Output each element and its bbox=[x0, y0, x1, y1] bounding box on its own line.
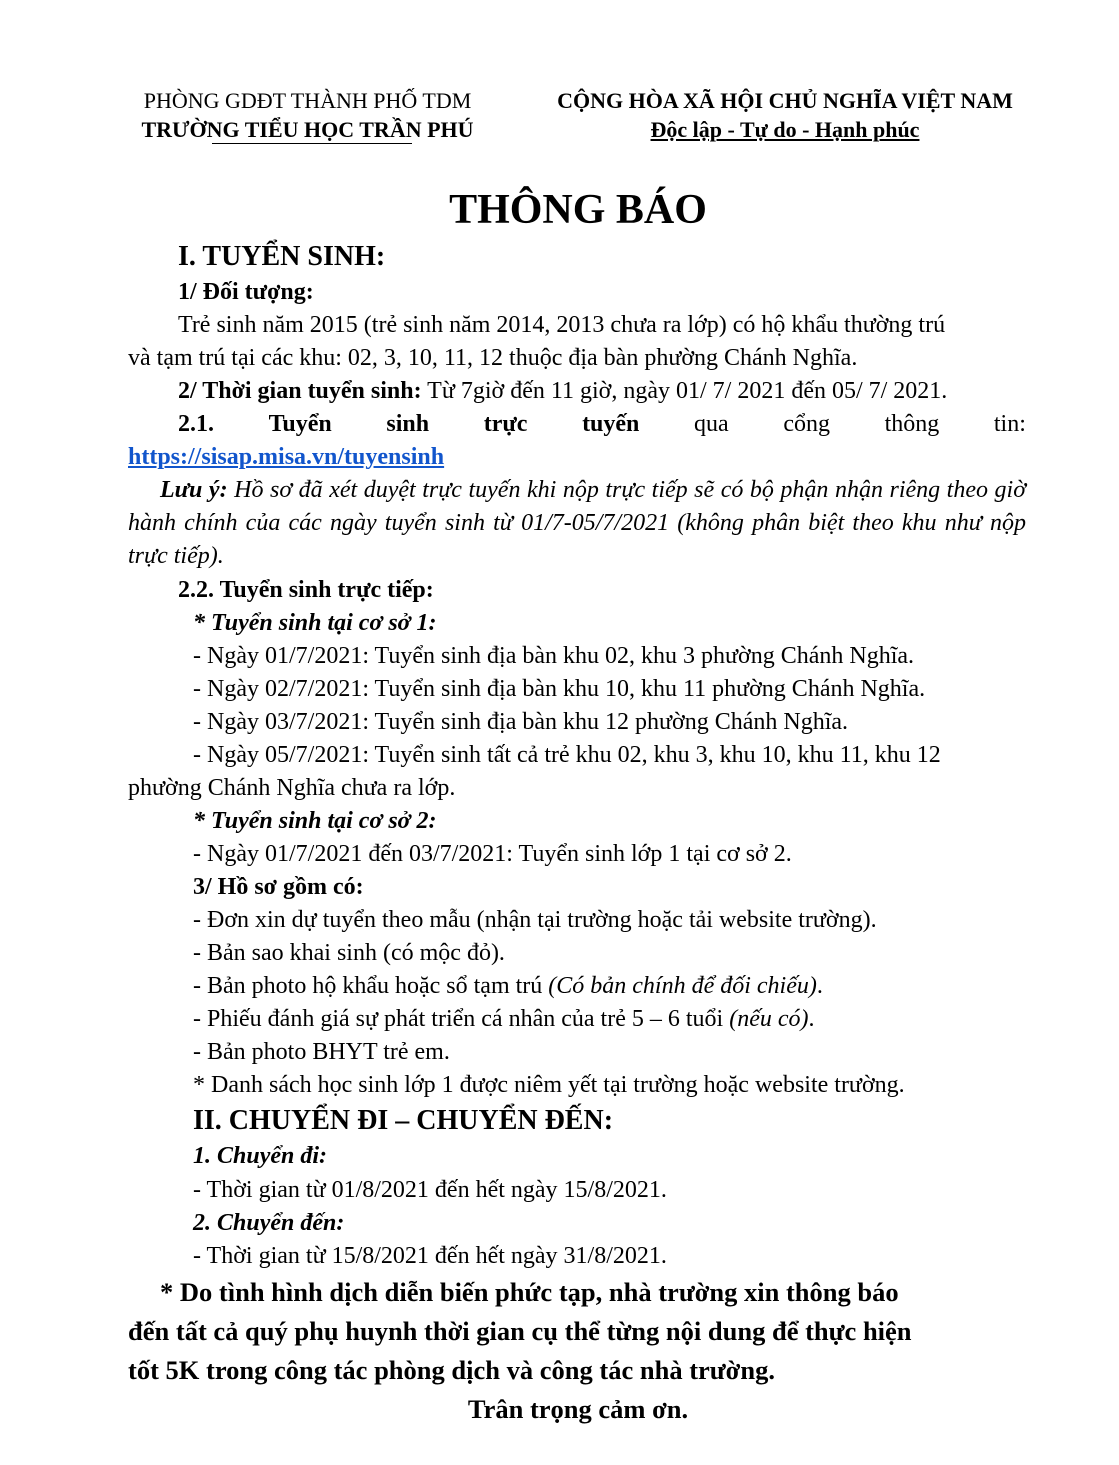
chuyen-den-item: - Thời gian từ 15/8/2021 đến hết ngày 31/8/2021. bbox=[193, 1243, 667, 1269]
online-w9: tin: bbox=[993, 411, 1026, 437]
chuyen-di-heading: 1. Chuyển đi: bbox=[193, 1143, 328, 1169]
department-name: PHÒNG GDĐT THÀNH PHỐ TDM bbox=[143, 88, 472, 113]
direct-heading: 2.2. Tuyển sinh trực tiếp: bbox=[178, 577, 434, 603]
online-link-line bbox=[128, 441, 444, 474]
school-name: TRƯỜNG TIỂU HỌC TRẦN PHÚ bbox=[141, 117, 474, 142]
online-line bbox=[178, 408, 1026, 441]
online-note-label: Lưu ý: bbox=[160, 477, 228, 503]
hoso-item4-end: . bbox=[808, 1006, 815, 1032]
chuyen-den-heading: 2. Chuyển đến: bbox=[193, 1210, 345, 1236]
online-w7: cổng bbox=[783, 411, 830, 437]
closing-line3: tốt 5K trong công tác phòng dịch và công tác nhà trường. bbox=[128, 1355, 775, 1385]
online-w5: tuyến bbox=[582, 411, 640, 437]
closing-thanks: Trân trọng cảm ơn. bbox=[467, 1394, 689, 1424]
registration-link[interactable]: https://sisap.misa.vn/tuyensinh bbox=[128, 444, 445, 470]
coso2-item: - Ngày 01/7/2021 đến 03/7/2021: Tuyển sinh lớp 1 tại cơ sở 2. bbox=[193, 841, 792, 867]
online-w3: sinh bbox=[386, 411, 430, 437]
thoi-gian-value: Từ 7giờ đến 11 giờ, ngày 01/ 7/ 2021 đến 05/ 7/ 2021. bbox=[421, 378, 948, 404]
section2-heading: II. CHUYỂN ĐI – CHUYỂN ĐẾN: bbox=[193, 1105, 614, 1136]
online-w1: 2.1. bbox=[178, 411, 214, 437]
coso1-item4: - Ngày 05/7/2021: Tuyển sinh tất cả trẻ khu 02, khu 3, khu 10, khu 11, khu 12 bbox=[193, 742, 941, 768]
online-w2: Tuyển bbox=[268, 411, 332, 437]
coso2-heading: * Tuyển sinh tại cơ sở 2: bbox=[193, 808, 437, 834]
hoso-item4-main: - Phiếu đánh giá sự phát triển cá nhân của trẻ 5 – 6 tuổi bbox=[193, 1006, 730, 1032]
online-w8: thông bbox=[884, 411, 940, 437]
national-motto: Độc lập - Tự do - Hạnh phúc bbox=[650, 117, 920, 142]
coso1-heading: * Tuyển sinh tại cơ sở 1: bbox=[193, 610, 437, 636]
coso1-item3: - Ngày 03/7/2021: Tuyển sinh địa bàn khu 12 phường Chánh Nghĩa. bbox=[193, 709, 849, 735]
section1-heading: I. TUYỂN SINH: bbox=[178, 241, 386, 272]
online-note bbox=[128, 474, 1026, 573]
closing-line1: * Do tình hình dịch diễn biến phức tạp, nhà trường xin thông báo bbox=[160, 1277, 899, 1307]
national-title: CỘNG HÒA XÃ HỘI CHỦ NGHĨA VIỆT NAM bbox=[557, 88, 1013, 113]
header-left-underline bbox=[212, 143, 412, 144]
doi-tuong-line1: Trẻ sinh năm 2015 (trẻ sinh năm 2014, 2013 chưa ra lớp) có hộ khẩu thường trú bbox=[178, 312, 946, 338]
chuyen-di-item: - Thời gian từ 01/8/2021 đến hết ngày 15/8/2021. bbox=[193, 1177, 667, 1203]
hoso-note: * Danh sách học sinh lớp 1 được niêm yết tại trường hoặc website trường. bbox=[193, 1072, 905, 1098]
hoso-item5: - Bản photo BHYT trẻ em. bbox=[193, 1039, 450, 1065]
document-title: THÔNG BÁO bbox=[449, 187, 707, 233]
thoi-gian-label: 2/ Thời gian tuyển sinh: bbox=[178, 378, 422, 404]
hoso-item3 bbox=[193, 970, 823, 1003]
thoi-gian-line bbox=[178, 375, 947, 408]
coso1-item2: - Ngày 02/7/2021: Tuyển sinh địa bàn khu 10, khu 11 phường Chánh Nghĩa. bbox=[193, 676, 926, 702]
doi-tuong-line2: và tạm trú tại các khu: 02, 3, 10, 11, 12 thuộc địa bàn phường Chánh Nghĩa. bbox=[128, 345, 858, 371]
hoso-item2: - Bản sao khai sinh (có mộc đỏ). bbox=[193, 940, 505, 966]
hoso-heading: 3/ Hồ sơ gồm có: bbox=[193, 874, 364, 900]
hoso-item3-end: . bbox=[816, 973, 823, 999]
hoso-item3-italic: (Có bản chính để đối chiếu) bbox=[548, 973, 817, 999]
online-w4: trực bbox=[483, 411, 528, 437]
hoso-item4 bbox=[193, 1003, 815, 1036]
hoso-item3-main: - Bản photo hộ khẩu hoặc sổ tạm trú bbox=[193, 973, 549, 999]
hoso-item1: - Đơn xin dự tuyển theo mẫu (nhận tại trường hoặc tải website trường). bbox=[193, 907, 877, 933]
doi-tuong-heading: 1/ Đối tượng: bbox=[178, 279, 314, 305]
header-right bbox=[520, 86, 1050, 144]
closing-line2: đến tất cả quý phụ huynh thời gian cụ thể từng nội dung để thực hiện bbox=[128, 1316, 912, 1346]
online-w6: qua bbox=[694, 411, 729, 437]
online-note-text: Hồ sơ đã xét duyệt trực tuyến khi nộp trực tiếp sẽ có bộ phận nhận riêng theo giờ hành chính của các ngày tuyển sinh từ 01/7-05/7/2021 (không phân biệt theo khu như nộp trực tiếp). bbox=[128, 477, 1027, 569]
hoso-item4-italic: (nếu có) bbox=[729, 1006, 809, 1032]
header-left bbox=[110, 86, 505, 144]
coso1-item4-cont: phường Chánh Nghĩa chưa ra lớp. bbox=[128, 775, 456, 801]
coso1-item1: - Ngày 01/7/2021: Tuyển sinh địa bàn khu 02, khu 3 phường Chánh Nghĩa. bbox=[193, 643, 915, 669]
